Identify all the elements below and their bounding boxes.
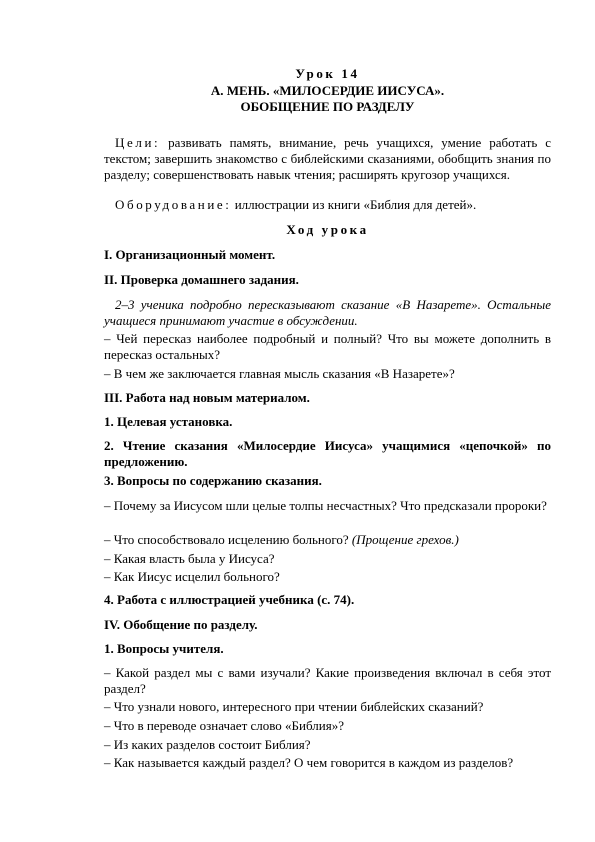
section-3-question-1: – Почему за Иисусом шли целые толпы несчастных? Что предсказали пророки?	[104, 498, 547, 513]
section-3-question-3: – Какая власть была у Иисуса?	[104, 551, 275, 566]
section-2-italic-note: 2–3 ученика подробно пересказывают сказание «В Назарете». Остальные учащиеся принимают участие в обсуждении.	[104, 297, 551, 328]
heading-line-2: ОБОБЩЕНИЕ ПО РАЗДЕЛУ	[240, 99, 415, 114]
section-3-question-2-answer: (Прощение грехов.)	[351, 532, 459, 547]
lesson-title: Урок 14	[295, 66, 360, 81]
section-2-heading: II. Проверка домашнего задания.	[104, 272, 299, 287]
section-4-question-5: – Как называется каждый раздел? О чем говорится в каждом из разделов?	[104, 755, 514, 770]
course-heading: Ход урока	[286, 222, 369, 237]
section-4-item-1: 1. Вопросы учителя.	[104, 641, 224, 656]
section-2-question-2: – В чем же заключается главная мысль сказания «В Назарете»?	[104, 366, 455, 381]
heading-line-1: А. МЕНЬ. «МИЛОСЕРДИЕ ИИСУСА».	[210, 83, 445, 98]
section-1-heading: I. Организационный момент.	[104, 247, 276, 262]
section-4-question-4: – Из каких разделов состоит Библия?	[104, 737, 311, 752]
section-3-heading: III. Работа над новым материалом.	[104, 390, 310, 405]
section-3-item-2: 2. Чтение сказания «Милосердие Иисуса» учащимися «цепочкой» по предложению.	[104, 438, 551, 469]
goals-label: Цели:	[115, 135, 161, 150]
section-4-question-2: – Что узнали нового, интересного при чтении библейских сказаний?	[104, 699, 484, 714]
section-3-question-2	[104, 532, 551, 548]
goals-paragraph	[104, 135, 551, 183]
section-4-heading: IV. Обобщение по разделу.	[104, 617, 258, 632]
section-3-item-4: 4. Работа с иллюстрацией учебника (с. 74).	[104, 592, 355, 607]
section-2-question-1: – Чей пересказ наиболее подробный и полный? Что вы можете дополнить в пересказ остальных?	[104, 331, 551, 362]
equipment-paragraph	[104, 197, 551, 213]
equipment-label: Оборудование:	[115, 197, 232, 212]
section-3-question-2-text: – Что способствовало исцелению больного?	[104, 532, 352, 547]
section-4-question-1: – Какой раздел мы с вами изучали? Какие произведения включал в себя этот раздел?	[104, 665, 551, 696]
section-4-question-3: – Что в переводе означает слово «Библия»?	[104, 718, 344, 733]
goals-text: развивать память, внимание, речь учащихся, умение работать с текстом; завершить знакомство с библейскими сказаниями, обобщить знания по разделу; совершенствовать навык чтения; расширять кругозор учащихся.	[104, 135, 551, 182]
section-3-item-1: 1. Целевая установка.	[104, 414, 233, 429]
section-3-question-4: – Как Иисус исцелил больного?	[104, 569, 280, 584]
equipment-text: иллюстрации из книги «Библия для детей».	[231, 197, 477, 212]
section-3-item-3: 3. Вопросы по содержанию сказания.	[104, 473, 322, 488]
